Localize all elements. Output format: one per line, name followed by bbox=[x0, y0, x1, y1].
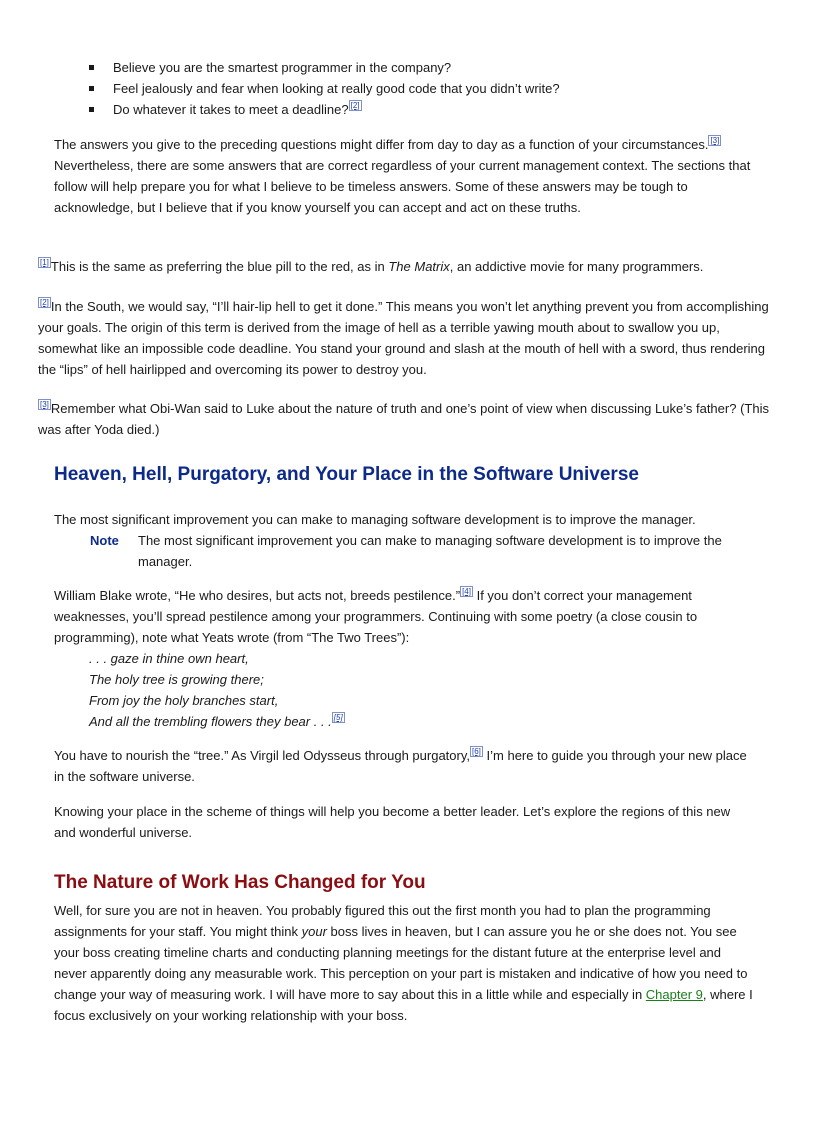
bullet-square-icon bbox=[89, 65, 94, 70]
footnote-1: [1] This is the same as preferring the blue pill to the red, as in The Matrix, an addictive movie for many programmers. bbox=[40, 258, 704, 274]
footnote-ref-6[interactable]: [6] bbox=[472, 747, 481, 756]
nourish-paragraph: You have to nourish the “tree.” As Virgil led Odysseus through purgatory, [6] I’m here to guide you through your new place in the software universe. bbox=[54, 747, 747, 784]
blake-paragraph: William Blake wrote, “He who desires, but acts not, breeds pestilence.” [4] If you don’t correct your management weaknesses, you’ll spread pestilence among your programmers. Continuing with some poetry (a close cousin to programming), note what Yeats wrote (from “The Two Trees”): bbox=[54, 587, 698, 645]
footnote-mark-1[interactable]: [1] bbox=[40, 258, 49, 267]
chapter-9-link[interactable]: Chapter 9 bbox=[645, 987, 703, 1002]
footnote-ref-4[interactable]: [4] bbox=[462, 587, 471, 596]
bullet-list bbox=[89, 57, 560, 120]
footnote-3: [3] Remember what Obi-Wan said to Luke about the nature of truth and one’s point of view when discussing Luke’s father? (This was after Yoda died.) bbox=[38, 400, 769, 437]
poem-line: From joy the holy branches start, bbox=[89, 693, 279, 708]
poem-line: . . . gaze in thine own heart, bbox=[89, 651, 249, 666]
poem-line: And all the trembling flowers they bear . . . [5] bbox=[89, 713, 343, 729]
footnote-mark-3[interactable]: [3] bbox=[40, 400, 49, 409]
bullet-square-icon bbox=[89, 107, 94, 112]
note-text: The most significant improvement you can make to managing software development is to improve the manager. bbox=[138, 533, 722, 569]
section-heading-nature-of-work: The Nature of Work Has Changed for You bbox=[54, 872, 426, 893]
answers-paragraph: The answers you give to the preceding questions might differ from day to day as a function of your circumstances. [3] Nevertheless, there are some answers that are correct regardless of your current management context. The sections that follow will help prepare you for what I believe to be timeless answers. Some of these answers may be tough to acknowledge, but I believe that if you know yourself you can accept and act on these truths. bbox=[54, 136, 751, 215]
note-label: Note bbox=[90, 533, 119, 548]
work-changed-paragraph: Well, for sure you are not in heaven. You probably figured this out the first month you had to plan the programming assignments for your staff. You might think your boss lives in heaven, but I can assure you he or she does not. You see your boss creating timeline charts and conducting planning meetings for the distant future at the enterprise level and never apparently doing any measurable work. This perception on your part is mistaken and indicative of how you need to change your way of measuring work. I will have more to say about this in a little while and especially in Chapter 9, where I focus exclusively on your working relationship with your boss. bbox=[54, 903, 753, 1023]
list-item: Do whatever it takes to meet a deadline? [2] bbox=[89, 99, 560, 120]
footnote-ref-5[interactable]: [5] bbox=[333, 713, 343, 722]
section-heading-heaven-hell: Heaven, Hell, Purgatory, and Your Place in the Software Universe bbox=[54, 464, 639, 485]
footnote-ref-3[interactable]: [3] bbox=[710, 136, 720, 145]
footnote-ref-2[interactable]: [2] bbox=[350, 101, 360, 110]
knowing-place-paragraph: Knowing your place in the scheme of things will help you become a better leader. Let’s explore the regions of this new and wonderful universe. bbox=[54, 804, 731, 840]
poem-line: The holy tree is growing there; bbox=[89, 672, 264, 687]
footnote-2: [2] In the South, we would say, “I’ll hair-lip hell to get it done.” This means you won’t let anything prevent you from accomplishing your goals. The origin of this term is derived from the image of hell as a terrible yawing mouth about to swallow you up, somewhat like an impossible code deadline. You stand your ground and slash at the mouth of hell with a sword, thus rendering the “lips” of hell hairlipped and overcoming its power to destroy you. bbox=[38, 298, 769, 377]
list-item: Feel jealously and fear when looking at really good code that you didn’t write? bbox=[89, 78, 560, 99]
yeats-poem bbox=[89, 648, 345, 732]
list-item: Believe you are the smartest programmer in the company? bbox=[89, 57, 560, 78]
bullet-square-icon bbox=[89, 86, 94, 91]
footnote-mark-2[interactable]: [2] bbox=[40, 298, 49, 307]
improvement-paragraph: The most significant improvement you can make to managing software development is to improve the manager. bbox=[54, 512, 696, 527]
